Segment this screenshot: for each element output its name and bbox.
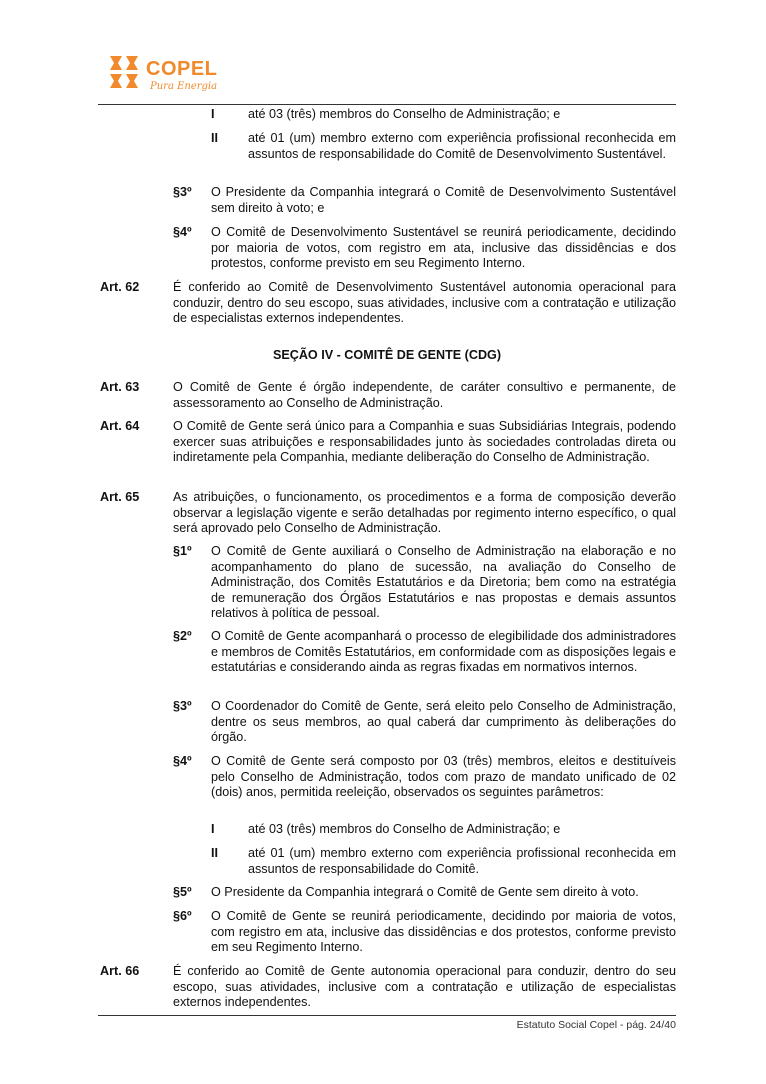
paragraph-text: O Comitê de Gente acompanhará o processo de elegibilidade dos administradores e membros de Comitês Estatutários, em conformidade com as disposições legais e estatutárias e considerando ainda as regras fixadas em normativos internos. <box>211 629 676 675</box>
article-text: O Comitê de Gente será único para a Companhia e suas Subsidiárias Integrais, podendo exercer suas atribuições e responsabilidades junto às sociedades controladas direta ou indiretamente pela Companhia, mediante deliberação do Conselho de Administração. <box>173 419 676 465</box>
paragraph-label: §2º <box>173 629 192 643</box>
inciso-text: até 01 (um) membro externo com experiência profissional reconhecida em assuntos de responsabilidade do Comitê. <box>248 846 676 876</box>
article-label: Art. 63 <box>100 380 140 394</box>
paragraph-text: O Comitê de Desenvolvimento Sustentável se reunirá periodicamente, decidindo por maioria de votos, com registro em ata, inclusive das dissidências e dos protestos, conforme previsto em seu Regimento Interno. <box>211 225 676 271</box>
paragraph-text: O Coordenador do Comitê de Gente, será eleito pelo Conselho de Administração, dentre os seus membros, ao qual caberá dar cumprimento às deliberações do órgão. <box>211 699 676 745</box>
footer-rule <box>98 1015 676 1016</box>
section-heading: SEÇÃO IV - COMITÊ DE GENTE (CDG) <box>272 348 502 362</box>
article-text: O Comitê de Gente é órgão independente, de caráter consultivo e permanente, de assessoramento ao Conselho de Administração. <box>173 380 676 410</box>
inciso-text: até 03 (três) membros do Conselho de Administração; e <box>248 822 561 836</box>
inciso-label: II <box>211 846 218 860</box>
article-text: As atribuições, o funcionamento, os procedimentos e a forma de composição deverão observar a legislação vigente e serão detalhadas por regimento interno específico, o qual será aprovado pelo Conselho de Administração. <box>173 490 676 536</box>
inciso-label: I <box>211 822 215 836</box>
article-text: É conferido ao Comitê de Desenvolvimento Sustentável autonomia operacional para conduzir, dentro do seu escopo, suas atividades, inclusive com a contratação e utilização de especialistas externos independentes. <box>173 280 676 326</box>
paragraph-label: §4º <box>173 754 192 768</box>
paragraph-text: O Presidente da Companhia integrará o Comitê de Gente sem direito à voto. <box>211 885 639 899</box>
paragraph-text: O Comitê de Gente auxiliará o Conselho de Administração na elaboração e no acompanhamento do plano de sucessão, na avaliação do Conselho de Administração, dos Comitês Estatutários e da Diretoria; bem como na estratégia de remuneração dos Órgãos Estatutários e nas propostas e demais assuntos relativos à política de pessoal. <box>211 544 676 621</box>
paragraph-label: §5º <box>173 885 192 899</box>
paragraph-label: §3º <box>173 185 192 199</box>
page-footer: Estatuto Social Copel - pág. 24/40 <box>516 1019 676 1031</box>
article-label: Art. 64 <box>100 419 140 433</box>
article-label: Art. 62 <box>100 280 140 294</box>
copel-logo <box>108 54 238 98</box>
paragraph-text: O Presidente da Companhia integrará o Comitê de Desenvolvimento Sustentável sem direito à voto; e <box>211 185 676 215</box>
article-label: Art. 65 <box>100 490 140 504</box>
article-label: Art. 66 <box>100 964 140 978</box>
copel-logo-icon <box>108 54 142 90</box>
article-text: É conferido ao Comitê de Gente autonomia operacional para conduzir, dentro do seu escopo, suas atividades, inclusive com a contratação e utilização de especialistas externos independentes. <box>173 964 676 1010</box>
paragraph-label: §6º <box>173 909 192 923</box>
inciso-text: até 01 (um) membro externo com experiência profissional reconhecida em assuntos de responsabilidade do Comitê de Desenvolvimento Sustentável. <box>248 131 676 161</box>
paragraph-text: O Comitê de Gente será composto por 03 (três) membros, eleitos e destituíveis pelo Conselho de Administração, todos com prazo de mandato unificado de 02 (dois) anos, permitida reeleição, observados os seguintes parâmetros: <box>211 754 676 800</box>
copel-tagline: Pura Energia <box>150 81 218 92</box>
inciso-label: II <box>211 131 218 145</box>
inciso-label: I <box>211 107 215 121</box>
paragraph-text: O Comitê de Gente se reunirá periodicamente, decidindo por maioria de votos, com registro em ata, inclusive das dissidências e dos protestos, conforme previsto em seu Regimento Interno. <box>211 909 676 955</box>
inciso-text: até 03 (três) membros do Conselho de Administração; e <box>248 107 561 121</box>
paragraph-label: §4º <box>173 225 192 239</box>
header-rule <box>98 104 676 105</box>
paragraph-label: §3º <box>173 699 192 713</box>
paragraph-label: §1º <box>173 544 192 558</box>
copel-brand: COPEL <box>146 58 218 80</box>
